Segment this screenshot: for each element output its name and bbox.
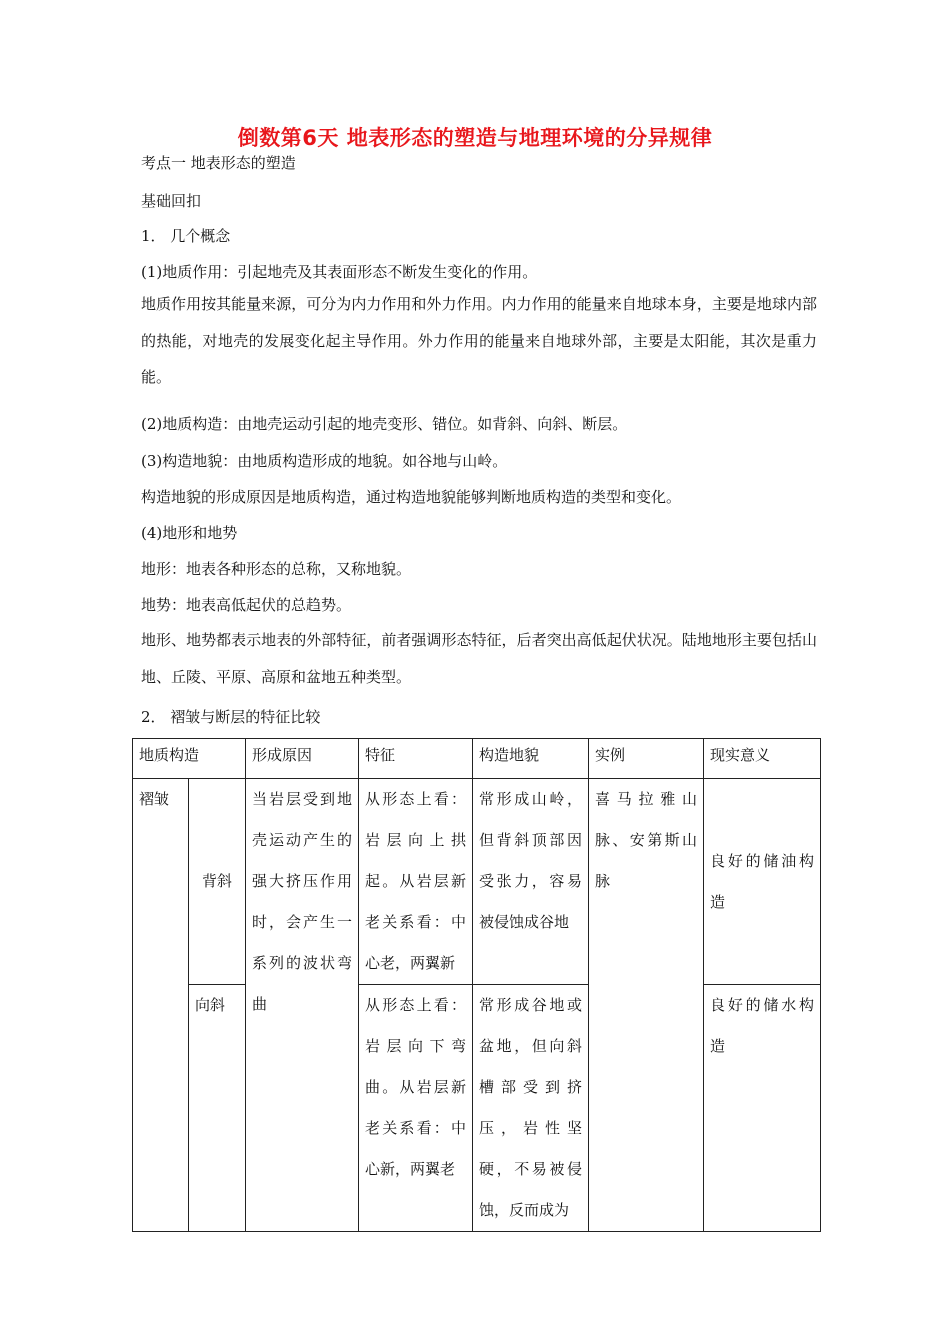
paragraph-terrain-heading: (4)地形和地势 [141,524,238,542]
page-title: 倒数第6天 地表形态的塑造与地理环境的分异规律 [237,126,713,150]
subsection-heading: 基础回扣 [141,192,202,210]
paragraph-structural-landform: (3)构造地貌：由地质构造形成的地貌。如谷地与山岭。 [141,452,508,470]
landform-cell: 常形成谷地或盆地，但向斜槽部受到挤压，岩性坚硬，不易被侵蚀，反而成为 [473,985,589,1232]
significance-cell: 良好的储水构造 [704,985,821,1232]
heading-fold-fault: 2． 褶皱与断层的特征比较 [141,708,321,726]
fold-fault-table [132,738,821,1232]
example-cell [589,779,704,1232]
header-cell: 实例 [589,739,704,779]
heading-concepts: 1． 几个概念 [141,227,231,245]
paragraph-energy-source: 地质作用按其能量来源，可分为内力作用和外力作用。内力作用的能量来自地球本身，主要是地球内部的热能，对地壳的发展变化起主导作用。外力作用的能量来自地球外部，主要是太阳能，其次是重力能。 [141,295,817,386]
paragraph-terrain: 地形：地表各种形态的总称，又称地貌。 [141,560,412,578]
type-cell: 向斜 [189,985,246,1232]
formation-cell [246,779,359,1232]
paragraph-terrain-types: 地形、地势都表示地表的外部特征，前者强调形态特征，后者突出高低起伏状况。陆地地形主要包括山地、丘陵、平原、高原和盆地五种类型。 [141,631,817,686]
header-cell: 地质构造 [133,739,246,779]
type-cell: 背斜 [189,779,246,985]
header-cell: 构造地貌 [473,739,589,779]
section-heading: 考点一 地表形态的塑造 [141,154,296,172]
paragraph-relief: 地势：地表高低起伏的总趋势。 [141,596,352,614]
table-row [133,779,821,985]
formation-text: 当岩层受到地壳运动产生的强大挤压作用时，会产生一系列的波状弯曲 [252,790,353,1013]
header-cell: 形成原因 [246,739,359,779]
example-text: 喜马拉雅山脉、安第斯山脉 [595,790,698,890]
landform-cell: 常形成山岭，但背斜顶部因受张力，容易被侵蚀成谷地 [473,779,589,985]
feature-cell: 从形态上看：岩层向上拱起。从岩层新老关系看：中心老，两翼新 [359,779,473,985]
table-header-row [133,739,821,779]
header-cell: 特征 [359,739,473,779]
group-cell: 褶皱 [133,779,189,1232]
table-row [133,985,821,1232]
header-cell: 现实意义 [704,739,821,779]
paragraph-geologic-action: (1)地质作用：引起地壳及其表面形态不断发生变化的作用。 [141,263,538,281]
significance-cell: 良好的储油构造 [704,779,821,985]
paragraph-landform-cause: 构造地貌的形成原因是地质构造，通过构造地貌能够判断地质构造的类型和变化。 [141,488,682,506]
feature-cell: 从形态上看：岩层向下弯曲。从岩层新老关系看：中心新，两翼老 [359,985,473,1232]
paragraph-geologic-structure: (2)地质构造：由地壳运动引起的地壳变形、错位。如背斜、向斜、断层。 [141,415,628,433]
